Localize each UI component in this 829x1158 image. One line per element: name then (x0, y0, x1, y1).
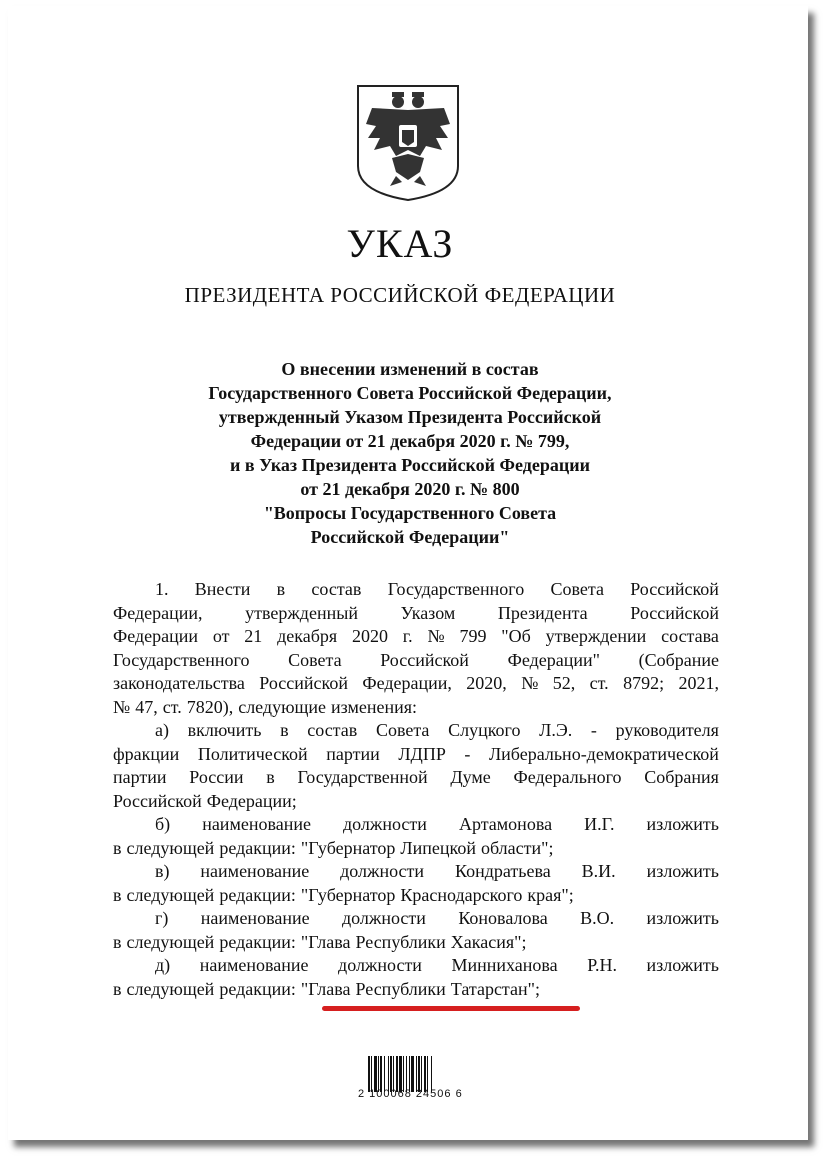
word: Л.Э. (539, 720, 573, 740)
word: Хакасия"; (450, 931, 527, 952)
word: Кондратьева (454, 861, 551, 881)
body-line (113, 649, 719, 673)
word: должности (341, 908, 426, 928)
word: края"; (527, 884, 574, 905)
barcode-bar (406, 1056, 407, 1092)
word: Краснодарского (400, 884, 523, 905)
word: редакции: (219, 884, 296, 905)
word: 21 (244, 626, 263, 646)
word: "Глава (300, 978, 351, 999)
body-line (113, 954, 719, 978)
barcode-bar (411, 1056, 414, 1092)
word: 2020, (466, 673, 507, 693)
word: Федерации, (362, 673, 452, 693)
word: состава (661, 626, 719, 646)
heading-line: утвержденный Указом Президента Российской (218, 407, 602, 427)
word: должности (338, 955, 422, 975)
barcode-bar (374, 1056, 377, 1092)
word: Федерации (113, 626, 199, 646)
word: Российской (113, 790, 202, 811)
word: В.И. (581, 861, 616, 881)
word: Совета (288, 649, 342, 670)
word: Федерации" (507, 649, 600, 670)
word: Республики (355, 978, 446, 999)
heading-line: Государственного Совета Российской Федерации, (208, 383, 612, 403)
barcode-bar (390, 1056, 392, 1092)
word: Государственного (387, 579, 525, 599)
word: Федерального (513, 767, 622, 787)
word: Совета (550, 579, 604, 599)
word: изложить (646, 908, 719, 928)
word: И.Г. (584, 814, 615, 834)
barcode-bar (388, 1056, 389, 1092)
word: г. (402, 626, 413, 646)
word: Федерации; (206, 790, 297, 811)
word: изменения: (331, 696, 418, 717)
word: в (266, 767, 275, 787)
word: редакции: (219, 978, 296, 999)
word: д) (155, 955, 171, 975)
word: области"; (480, 837, 554, 858)
word: Слуцкого (448, 720, 521, 740)
word: руководителя (615, 720, 719, 740)
word: включить (187, 720, 262, 740)
word: ст. (589, 673, 609, 693)
coat-of-arms-emblem (352, 80, 464, 204)
word: декабря (277, 626, 338, 646)
word: Политической (197, 743, 308, 764)
word: Российской (630, 602, 719, 623)
word: наименование (202, 814, 311, 834)
word: изложить (646, 861, 719, 881)
word: Р.Н. (587, 955, 617, 975)
body-line (113, 672, 719, 696)
word: в (113, 837, 122, 858)
word: от (212, 626, 230, 646)
word: Российской (259, 673, 348, 693)
barcode-bar (424, 1056, 426, 1092)
word: Совета (375, 720, 430, 740)
word: Собрания (644, 767, 719, 787)
word: Внести (194, 579, 251, 599)
word: Татарстан"; (450, 978, 540, 999)
word: в (113, 884, 122, 905)
barcode-bar (403, 1056, 404, 1092)
body-line (113, 907, 719, 931)
word: следующей (126, 978, 215, 999)
word: 2020 (351, 626, 388, 646)
body-line (113, 719, 719, 743)
heading-line: "Вопросы Государственного Совета (263, 503, 557, 523)
word: изложить (646, 814, 719, 834)
barcode-bar (371, 1056, 372, 1092)
word: 799 (459, 626, 487, 646)
word: "Губернатор (300, 837, 396, 858)
word: г) (155, 908, 169, 928)
word: - (464, 743, 471, 764)
barcode-bar (396, 1056, 398, 1092)
word: следующей (126, 837, 215, 858)
word: Государственной (297, 767, 428, 787)
word: должности (340, 861, 425, 881)
word: должности (343, 814, 427, 834)
heading-line: от 21 декабря 2020 г. № 800 (300, 479, 520, 499)
word: - (590, 720, 597, 740)
word: изложить (646, 955, 719, 975)
word: в (276, 579, 286, 599)
word: Коновалова (458, 908, 548, 928)
barcode-bar (427, 1056, 428, 1092)
barcode-bar (431, 1056, 432, 1092)
barcode-bar (416, 1056, 417, 1092)
word: 47, (135, 696, 158, 717)
word: утверждении (545, 626, 647, 646)
document-subtitle: ПРЕЗИДЕНТА РОССИЙСКОЙ ФЕДЕРАЦИИ (184, 283, 616, 307)
word: Российской (380, 649, 469, 670)
word: фракции (113, 743, 180, 764)
decree-heading (140, 357, 680, 549)
word: Федерации, (113, 602, 203, 623)
word: в (280, 720, 289, 740)
word: в (113, 978, 122, 999)
word: № (427, 626, 445, 646)
word: Либерально-демократической (488, 743, 719, 764)
word: "Глава (300, 931, 351, 952)
word: Думе (450, 767, 491, 787)
word: Государственного (113, 649, 250, 670)
word: ЛДПР (398, 743, 446, 764)
word: Республики (355, 931, 446, 952)
word: б) (155, 814, 171, 834)
word: 2021, (678, 673, 719, 693)
word: Артамонова (458, 814, 553, 834)
word: ст. (162, 696, 182, 717)
word: следующие (238, 696, 327, 717)
body-line (113, 696, 719, 720)
word: "Об (501, 626, 531, 646)
body-line (113, 766, 719, 790)
body-line (113, 743, 719, 767)
barcode-bar (399, 1056, 402, 1092)
word: законодательства (113, 673, 245, 693)
decree-body (113, 578, 719, 1001)
word: В.О. (580, 908, 615, 928)
heading-line: и в Указ Президента Российской Федерации (230, 455, 590, 475)
word: в) (155, 861, 170, 881)
word: 7820), (186, 696, 234, 717)
word: 8792; (623, 673, 665, 693)
word: "Губернатор (300, 884, 396, 905)
word: Липецкой (400, 837, 476, 858)
barcode-bar (368, 1056, 370, 1092)
heading-line: Федерации от 21 декабря 2020 г. № 799, (250, 431, 570, 451)
body-line (113, 884, 719, 908)
word: (Собрание (638, 649, 719, 670)
word: 52, (552, 673, 576, 693)
heading-line: О внесении изменений в состав (281, 359, 539, 379)
barcode-bar (421, 1056, 422, 1092)
word: партии (326, 743, 380, 764)
word: наименование (200, 861, 310, 881)
highlight-underline (322, 1006, 580, 1011)
word: № (521, 673, 539, 693)
word: в (113, 931, 122, 952)
barcode-bar (418, 1056, 420, 1092)
barcode-bar (384, 1056, 385, 1092)
word: наименование (199, 955, 309, 975)
word: следующей (126, 884, 215, 905)
word: редакции: (219, 837, 296, 858)
heading-line: Российской Федерации" (310, 527, 510, 547)
word: состав (307, 720, 358, 740)
word: состав (311, 579, 362, 599)
body-line (113, 837, 719, 861)
barcode-bar (409, 1056, 410, 1092)
word: Президента (497, 602, 588, 623)
body-line (113, 978, 719, 1002)
word: следующей (126, 931, 215, 952)
body-line (113, 578, 719, 602)
barcode-bar (380, 1056, 382, 1092)
body-line (113, 813, 719, 837)
document-title: УКАЗ (346, 221, 454, 266)
word: наименование (200, 908, 310, 928)
word: Российской (630, 579, 719, 599)
barcode-number: 2 100068 24506 6 (358, 1088, 463, 1100)
body-line (113, 602, 719, 626)
word: России (189, 767, 244, 787)
barcode-bar (393, 1056, 394, 1092)
word: № (113, 696, 131, 717)
body-line (113, 860, 719, 884)
barcode-bar (378, 1056, 379, 1092)
word: а) (155, 720, 169, 740)
word: 1. (155, 579, 169, 599)
word: редакции: (219, 931, 296, 952)
word: утвержденный (245, 602, 358, 623)
word: Указом (400, 602, 456, 623)
word: партии (113, 767, 167, 787)
body-line (113, 790, 719, 814)
body-line (113, 625, 719, 649)
body-line (113, 931, 719, 955)
word: Минниханова (451, 955, 558, 975)
